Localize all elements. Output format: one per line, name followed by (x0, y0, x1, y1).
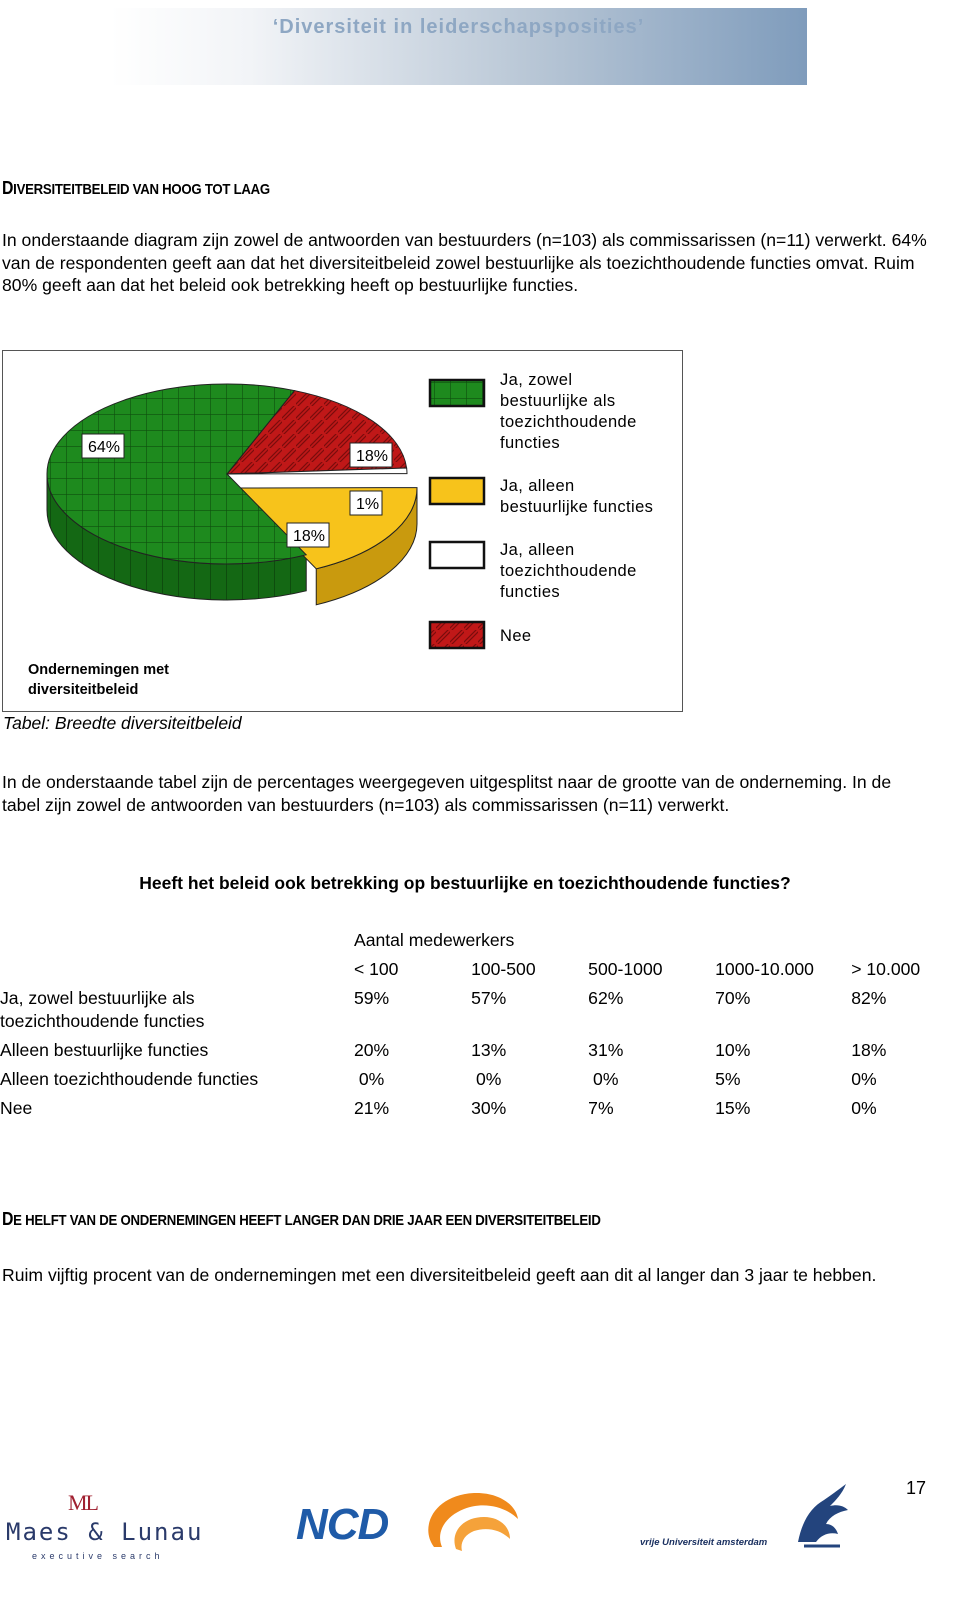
legend-label-alleen-toezicht: Ja, alleen toezichthoudende functies (500, 541, 637, 601)
row-label: Ja, zowel bestuurlijke als toezichthoudende functies (0, 988, 205, 1031)
table-row (0, 987, 960, 1039)
table-group-header-row (0, 929, 960, 958)
column-header: > 10.000 (851, 959, 921, 979)
legend-swatch (430, 542, 484, 568)
legend-swatch (430, 380, 484, 406)
table-cell: 0% (353, 1069, 385, 1089)
table-cell: 57% (471, 988, 507, 1008)
table-intro-paragraph: In de onderstaande tabel zijn de percentages weergegeven uitgesplitst naar de grootte van de onderneming. In de tabel zijn zowel de antwoorden van bestuurders (n=103) als commissarissen (n=11) verwerkt. (2, 772, 892, 815)
legend-label-nee: Nee (500, 627, 532, 645)
table-cell: 82% (851, 988, 887, 1008)
data-label: 1% (356, 496, 380, 513)
table-cell: 13% (471, 1040, 507, 1060)
ncd-logo: NCD (296, 1500, 389, 1549)
data-label: 18% (356, 448, 389, 465)
table-cell: 15% (715, 1098, 751, 1118)
data-table (0, 929, 960, 1126)
column-header: 100-500 (471, 959, 536, 979)
vu-amsterdam-logo: vrije Universiteit amsterdam (640, 1537, 768, 1548)
table-cell: 0% (588, 1069, 619, 1089)
row-label: Alleen bestuurlijke functies (0, 1040, 209, 1060)
chart-caption: Tabel: Breedte diversiteitbeleid (3, 713, 242, 733)
table-row (0, 1097, 960, 1126)
table-cell: 62% (588, 988, 624, 1008)
table-question: Heeft het beleid ook betrekking op bestuurlijke en toezichthoudende functies? (139, 873, 791, 893)
table-cell: 20% (353, 1040, 390, 1060)
ncd-swirl-icon (414, 1487, 524, 1559)
table-row (0, 1039, 960, 1068)
row-label: Nee (0, 1098, 33, 1118)
table-cell: 0% (851, 1069, 877, 1089)
chart-footer-label: Ondernemingen met diversiteitbeleid (28, 662, 169, 698)
table-cell: 0% (471, 1069, 502, 1089)
row-label: Alleen toezichthoudende functies (0, 1069, 259, 1089)
table-row (0, 1068, 960, 1097)
table-cell: 7% (588, 1098, 614, 1118)
maes-lunau-logo: Maes & Lunau (6, 1518, 204, 1546)
table-cell: 10% (715, 1040, 751, 1060)
section-heading-langer-dan-drie-jaar: DE HELFT VAN DE ONDERNEMINGEN HEEFT LANGER DAN DRIE JAAR EEN DIVERSITEITBELEID (2, 1209, 601, 1229)
section-heading-diversiteitbeleid: DIVERSITEITBELEID VAN HOOG TOT LAAG (2, 178, 270, 198)
maes-lunau-monogram-logo: ML (68, 1490, 97, 1515)
table-cell: 0% (851, 1098, 877, 1118)
data-label: 64% (88, 439, 121, 456)
table-cell: 21% (353, 1098, 390, 1118)
section-paragraph-diversiteitbeleid: In onderstaande diagram zijn zowel de antwoorden van bestuurders (n=103) als commissarissen (n=11) verwerkt. 64% van de respondenten geeft aan dat het diversiteitbeleid zowel bestuurlijke als toezichthoudende functies omvat. Ruim 80% geeft aan dat het beleid ook betrekking heeft op bestuurlijke functies. (2, 230, 927, 296)
table-cell: 5% (715, 1069, 741, 1089)
legend-swatch (430, 622, 484, 648)
legend-label-ja-zowel: Ja, zowel bestuurlijke als toezichthoudende functies (500, 371, 637, 452)
legend-swatch (430, 478, 484, 504)
column-header: < 100 (353, 959, 399, 979)
table-header-row (0, 958, 960, 987)
column-header: 1000-10.000 (715, 959, 814, 979)
data-label: 18% (293, 528, 326, 545)
page-number: 17 (906, 1478, 927, 1498)
legend-label-alleen-bestuurlijk: Ja, alleen bestuurlijke functies (500, 477, 654, 516)
table-cell: 70% (715, 988, 751, 1008)
maes-lunau-tagline: executive search (32, 1551, 164, 1561)
section-paragraph-langer-dan-drie-jaar: Ruim vijftig procent van de ondernemingen met een diversiteitbeleid geeft aan dit al langer dan 3 jaar te hebben. (2, 1265, 877, 1285)
column-header: 500-1000 (588, 959, 663, 979)
table-cell: 31% (588, 1040, 624, 1060)
header-title: ‘Diversiteit in leiderschapsposities’ (272, 16, 645, 38)
table-group-header: Aantal medewerkers (353, 930, 515, 950)
table-cell: 18% (851, 1040, 887, 1060)
table-cell: 59% (353, 988, 390, 1008)
griffin-logo-icon (790, 1482, 852, 1548)
table-cell: 30% (471, 1098, 507, 1118)
